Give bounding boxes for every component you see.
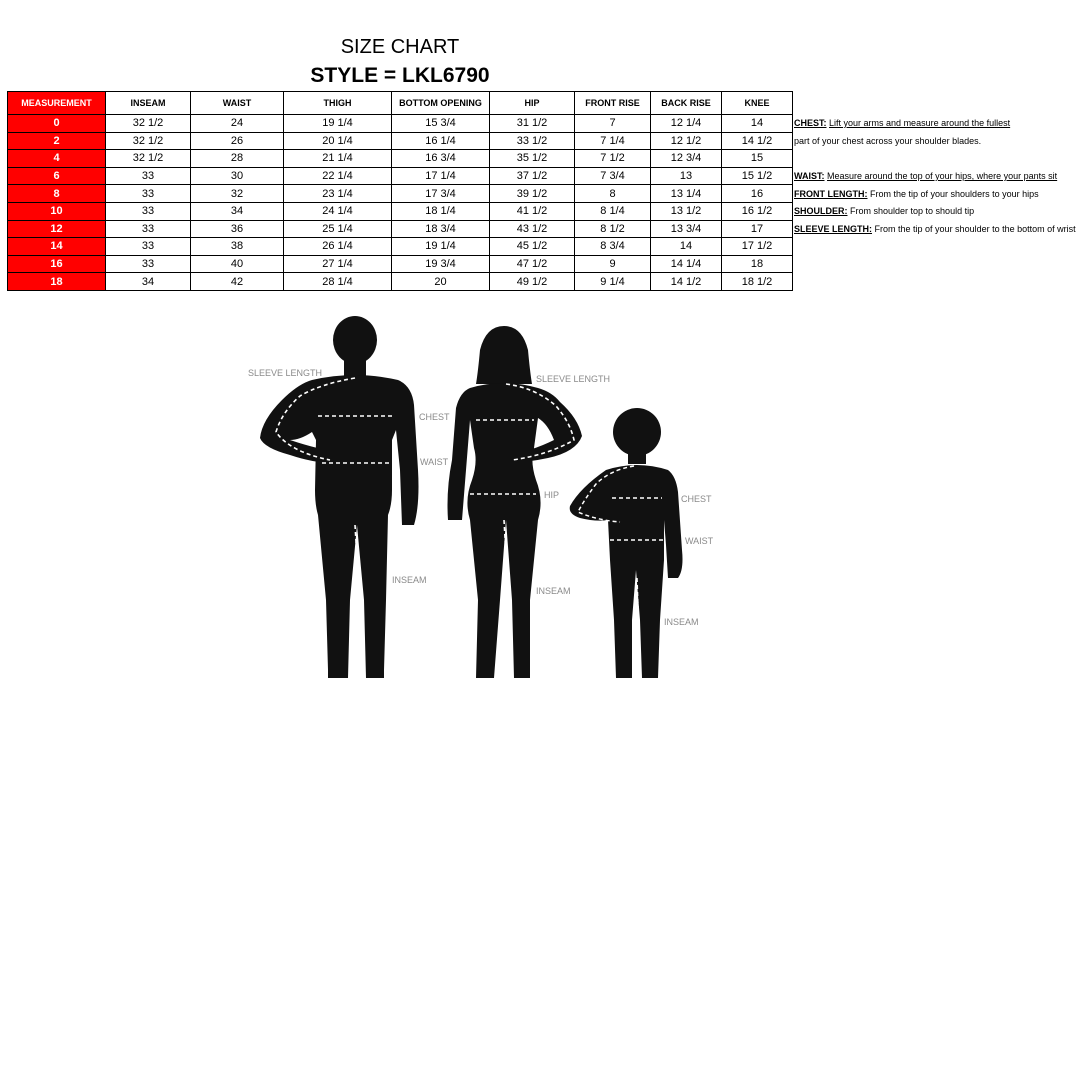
label-woman-inseam: INSEAM xyxy=(536,586,571,596)
table-cell: 15 xyxy=(722,150,793,168)
size-cell: 0 xyxy=(8,115,106,133)
label-man-waist: WAIST xyxy=(420,457,449,467)
table-cell: 34 xyxy=(191,202,284,220)
table-cell: 27 1/4 xyxy=(284,255,392,273)
table-cell: 17 1/4 xyxy=(392,167,490,185)
table-cell: 39 1/2 xyxy=(490,185,575,203)
table-cell: 8 3/4 xyxy=(575,238,651,256)
table-cell: 33 1/2 xyxy=(490,132,575,150)
table-cell: 49 1/2 xyxy=(490,273,575,291)
table-cell: 24 1/4 xyxy=(284,202,392,220)
table-cell: 7 1/2 xyxy=(575,150,651,168)
column-header: INSEAM xyxy=(106,92,191,115)
table-cell: 35 1/2 xyxy=(490,150,575,168)
table-cell: 14 xyxy=(651,238,722,256)
style-number: STYLE = LKL6790 xyxy=(310,64,490,87)
note-waist xyxy=(794,168,1076,186)
chart-title: SIZE CHART xyxy=(340,36,460,58)
table-cell: 28 xyxy=(191,150,284,168)
table-cell: 16 3/4 xyxy=(392,150,490,168)
note-text: From the tip of your shoulder to the bottom of wrist xyxy=(874,224,1076,235)
size-cell: 4 xyxy=(8,150,106,168)
column-header: HIP xyxy=(490,92,575,115)
table-cell: 14 1/2 xyxy=(651,273,722,291)
label-child-waist: WAIST xyxy=(685,536,714,546)
label-woman-sleeve: SLEEVE LENGTH xyxy=(536,374,611,384)
table-cell: 25 1/4 xyxy=(284,220,392,238)
table-cell: 23 1/4 xyxy=(284,185,392,203)
table-cell: 33 xyxy=(106,255,191,273)
note-label: FRONT LENGTH: xyxy=(794,188,868,199)
label-man-sleeve: SLEEVE LENGTH xyxy=(248,368,323,378)
table-row xyxy=(8,115,793,133)
table-cell: 37 1/2 xyxy=(490,167,575,185)
table-row xyxy=(8,202,793,220)
size-cell: 6 xyxy=(8,167,106,185)
table-row xyxy=(8,185,793,203)
table-cell: 13 3/4 xyxy=(651,220,722,238)
table-cell: 13 xyxy=(651,167,722,185)
table-cell: 15 3/4 xyxy=(392,115,490,133)
table-row xyxy=(8,238,793,256)
table-cell: 16 1/4 xyxy=(392,132,490,150)
note-label: SHOULDER: xyxy=(794,206,848,217)
measurement-silhouettes xyxy=(0,300,1080,700)
child-silhouette xyxy=(570,408,683,678)
table-cell: 17 xyxy=(722,220,793,238)
table-cell: 19 3/4 xyxy=(392,255,490,273)
table-cell: 7 1/4 xyxy=(575,132,651,150)
label-child-chest: CHEST xyxy=(681,494,712,504)
table-cell: 15 1/2 xyxy=(722,167,793,185)
note-label: WAIST: xyxy=(794,171,825,182)
table-cell: 12 1/2 xyxy=(651,132,722,150)
table-cell: 22 1/4 xyxy=(284,167,392,185)
table-cell: 31 1/2 xyxy=(490,115,575,133)
note-text: part of your chest across your shoulder blades. xyxy=(794,135,982,146)
column-header: MEASUREMENT xyxy=(8,92,106,115)
table-cell: 28 1/4 xyxy=(284,273,392,291)
table-cell: 17 1/2 xyxy=(722,238,793,256)
label-woman-hip: HIP xyxy=(544,490,560,500)
table-cell: 18 xyxy=(722,255,793,273)
table-row xyxy=(8,167,793,185)
table-cell: 24 xyxy=(191,115,284,133)
table-cell: 33 xyxy=(106,185,191,203)
table-cell: 18 3/4 xyxy=(392,220,490,238)
note-label: CHEST: xyxy=(794,118,827,128)
table-row xyxy=(8,150,793,168)
table-cell: 36 xyxy=(191,220,284,238)
table-cell: 41 1/2 xyxy=(490,202,575,220)
table-cell: 18 1/2 xyxy=(722,273,793,291)
column-header: FRONT RISE xyxy=(575,92,651,115)
table-cell: 16 xyxy=(722,185,793,203)
table-cell: 40 xyxy=(191,255,284,273)
table-cell: 32 1/2 xyxy=(106,115,191,133)
note-text: From shoulder top to should tip xyxy=(850,206,975,217)
table-cell: 26 xyxy=(191,132,284,150)
note-text: Measure around the top of your hips, where your pants sit xyxy=(827,171,1058,182)
table-cell: 33 xyxy=(106,238,191,256)
table-cell: 17 3/4 xyxy=(392,185,490,203)
table-cell: 20 xyxy=(392,273,490,291)
table-row xyxy=(8,220,793,238)
table-cell: 21 1/4 xyxy=(284,150,392,168)
column-header: THIGH xyxy=(284,92,392,115)
table-cell: 33 xyxy=(106,167,191,185)
table-cell: 33 xyxy=(106,202,191,220)
column-header: WAIST xyxy=(191,92,284,115)
measurement-notes xyxy=(794,115,1076,239)
table-cell: 9 xyxy=(575,255,651,273)
note-sleeve-length xyxy=(794,221,1076,239)
table-cell: 18 1/4 xyxy=(392,202,490,220)
table-cell: 20 1/4 xyxy=(284,132,392,150)
table-cell: 34 xyxy=(106,273,191,291)
table-cell: 14 1/4 xyxy=(651,255,722,273)
table-row xyxy=(8,273,793,291)
table-cell: 7 xyxy=(575,115,651,133)
size-cell: 16 xyxy=(8,255,106,273)
table-cell: 8 1/2 xyxy=(575,220,651,238)
table-cell: 16 1/2 xyxy=(722,202,793,220)
table-cell: 45 1/2 xyxy=(490,238,575,256)
size-cell: 8 xyxy=(8,185,106,203)
note-shoulder xyxy=(794,203,1076,221)
label-child-inseam: INSEAM xyxy=(664,617,699,627)
table-cell: 33 xyxy=(106,220,191,238)
size-cell: 12 xyxy=(8,220,106,238)
column-header: BACK RISE xyxy=(651,92,722,115)
table-cell: 13 1/4 xyxy=(651,185,722,203)
table-cell: 26 1/4 xyxy=(284,238,392,256)
size-cell: 2 xyxy=(8,132,106,150)
size-cell: 10 xyxy=(8,202,106,220)
size-cell: 14 xyxy=(8,238,106,256)
table-cell: 42 xyxy=(191,273,284,291)
note-text: From the tip of your shoulders to your hips xyxy=(870,188,1039,199)
note-chest xyxy=(794,115,1076,133)
table-cell: 38 xyxy=(191,238,284,256)
size-cell: 18 xyxy=(8,273,106,291)
note-label: SLEEVE LENGTH: xyxy=(794,224,873,235)
table-cell: 9 1/4 xyxy=(575,273,651,291)
table-cell: 47 1/2 xyxy=(490,255,575,273)
table-cell: 12 1/4 xyxy=(651,115,722,133)
table-cell: 32 1/2 xyxy=(106,132,191,150)
table-cell: 43 1/2 xyxy=(490,220,575,238)
table-cell: 32 1/2 xyxy=(106,150,191,168)
table-row xyxy=(8,255,793,273)
table-cell: 13 1/2 xyxy=(651,202,722,220)
table-row xyxy=(8,132,793,150)
note-spacer xyxy=(794,150,1076,168)
column-header: BOTTOM OPENING xyxy=(392,92,490,115)
note-front-length xyxy=(794,186,1076,204)
table-cell: 7 3/4 xyxy=(575,167,651,185)
column-header: KNEE xyxy=(722,92,793,115)
table-cell: 14 1/2 xyxy=(722,132,793,150)
table-cell: 32 xyxy=(191,185,284,203)
table-header-row xyxy=(8,92,793,115)
table-cell: 19 1/4 xyxy=(392,238,490,256)
label-man-chest: CHEST xyxy=(419,412,450,422)
table-cell: 14 xyxy=(722,115,793,133)
note-text: Lift your arms and measure around the fullest xyxy=(829,118,1011,128)
table-cell: 8 xyxy=(575,185,651,203)
table-cell: 8 1/4 xyxy=(575,202,651,220)
note-chest-cont xyxy=(794,133,1076,151)
table-cell: 30 xyxy=(191,167,284,185)
label-man-inseam: INSEAM xyxy=(392,575,427,585)
table-cell: 12 3/4 xyxy=(651,150,722,168)
table-cell: 19 1/4 xyxy=(284,115,392,133)
size-table xyxy=(7,91,793,291)
